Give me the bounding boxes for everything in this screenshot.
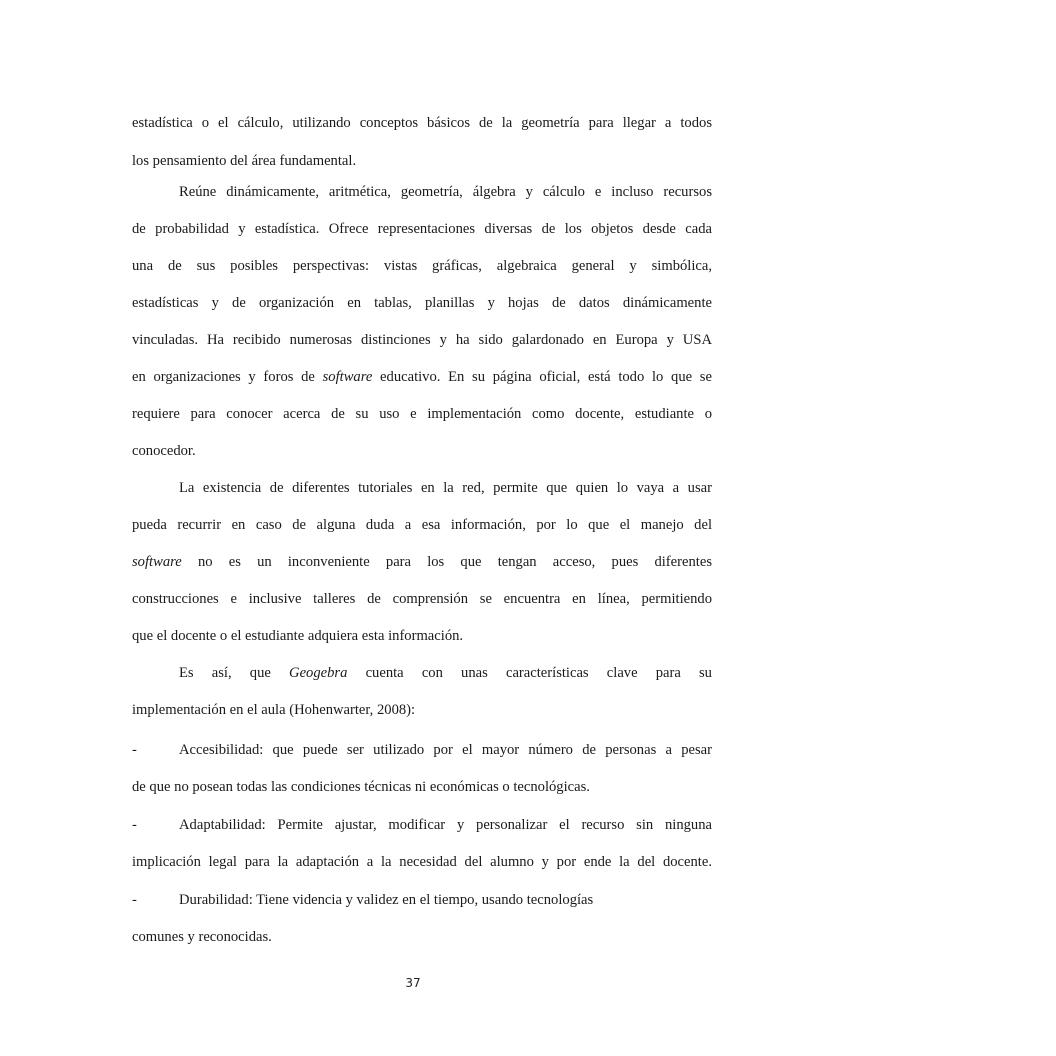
italic-term: Geogebra [289, 665, 348, 681]
list-dash: - [132, 742, 137, 758]
body-text-line: construcciones e inclusive talleres de comprensión se encuentra en línea, permitiendo [132, 591, 712, 607]
list-item-line: Adaptabilidad: Permite ajustar, modificar y personalizar el recurso sin ninguna [179, 817, 712, 833]
body-text-line: requiere para conocer acerca de su uso e implementación como docente, estudiante o [132, 406, 712, 422]
text-run: cuenta con unas características clave para su [365, 665, 712, 681]
list-item-line: Accesibilidad: que puede ser utilizado por el mayor número de personas a pesar [179, 742, 712, 758]
list-item-line: Durabilidad: Tiene videncia y validez en el tiempo, usando tecnologías [179, 892, 594, 908]
body-text-line: conocedor. [132, 443, 196, 459]
body-text-line: estadísticas y de organización en tablas, planillas y hojas de datos dinámicamente [132, 295, 712, 311]
italic-term: software [132, 554, 182, 570]
paragraph-first-line: Reúne dinámicamente, aritmética, geometría, álgebra y cálculo e incluso recursos [179, 184, 712, 200]
body-text-line: los pensamiento del área fundamental. [132, 153, 357, 169]
body-text-line: estadística o el cálculo, utilizando conceptos básicos de la geometría para llegar a todos [132, 115, 712, 131]
text-run: Es así, que [179, 665, 271, 681]
italic-term: software [322, 369, 373, 385]
page-number: 37 [405, 976, 421, 990]
text-run: no es un inconveniente para los que tengan acceso, pues diferentes [197, 554, 712, 570]
list-item-continuation: de que no posean todas las condiciones técnicas ni económicas o tecnológicas. [132, 779, 590, 795]
list-dash: - [132, 817, 137, 833]
body-text-line [132, 553, 712, 571]
text-run: en organizaciones y foros de [132, 369, 315, 385]
body-text-line: de probabilidad y estadística. Ofrece representaciones diversas de los objetos desde cada [132, 221, 712, 237]
paragraph-first-line [179, 664, 712, 682]
paragraph-first-line: La existencia de diferentes tutoriales en la red, permite que quien lo vaya a usar [179, 480, 712, 496]
list-item-continuation: comunes y reconocidas. [132, 929, 272, 945]
body-text-line: pueda recurrir en caso de alguna duda a esa información, por lo que el manejo del [132, 517, 712, 533]
body-text-line: implementación en el aula (Hohenwarter, 2008): [132, 702, 416, 718]
list-dash: - [132, 892, 137, 908]
text-run: educativo. En su página oficial, está todo lo que se [380, 369, 712, 385]
body-text-line: que el docente o el estudiante adquiera esta información. [132, 628, 464, 644]
body-text-line: una de sus posibles perspectivas: vistas gráficas, algebraica general y simbólica, [132, 258, 712, 274]
body-text-line: vinculadas. Ha recibido numerosas distinciones y ha sido galardonado en Europa y USA [132, 332, 712, 348]
body-text-line [132, 368, 712, 386]
list-item-continuation: implicación legal para la adaptación a la necesidad del alumno y por ende la del docente. [132, 854, 712, 870]
